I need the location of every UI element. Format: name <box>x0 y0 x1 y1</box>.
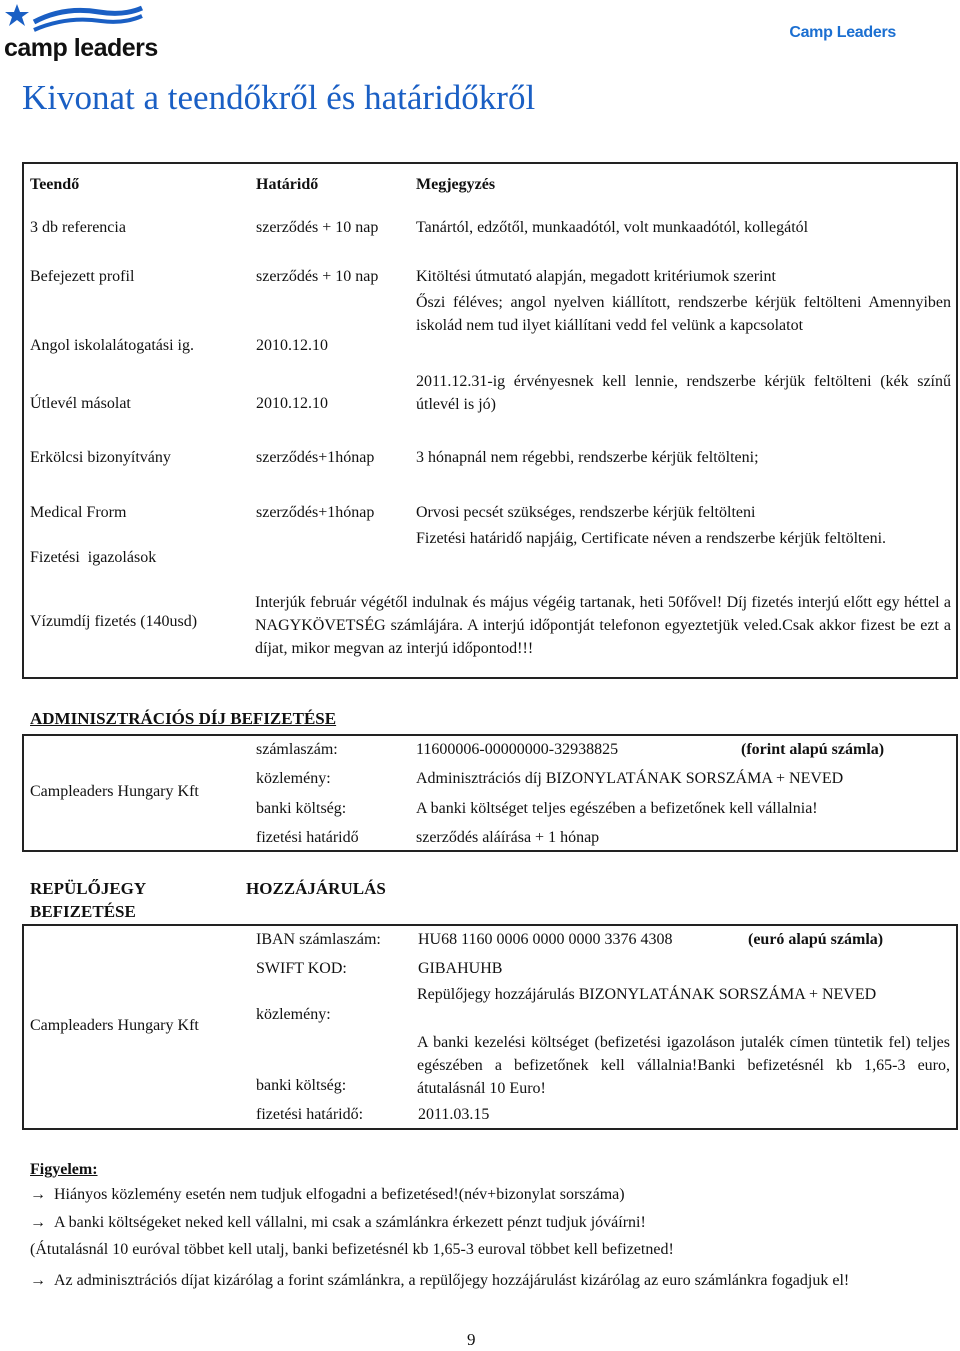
admin-reference-value: Adminisztrációs díj BIZONYLATÁNAK SORSZÁMA + NEVED <box>416 770 844 787</box>
admin-deadline-value: szerződés aláírása + 1 hónap <box>416 829 600 846</box>
note-medical-form: Orvosi pecsét szükséges, rendszerbe kérjük feltölteni <box>416 504 756 521</box>
note-visa-fee: Interjúk február végétől indulnak és május végéig tartanak, heti 50fővel! Díj fizetés interjú előtt egy héttel a NAGYKÖVETSÉG számlájára. A interjú időpontját telefonon egyeztetjük veled.Csak akkor fizest be ezt a díjat, mikor megvan az interjú időpontod!!! <box>255 594 951 657</box>
note-profile: Kitöltési útmutató alapján, megadott kritériumok szerint <box>416 268 776 285</box>
logo-mark-icon <box>4 2 144 38</box>
deadline-profile: szerződés + 10 nap <box>256 268 379 285</box>
deadline-references: szerződés + 10 nap <box>256 219 379 236</box>
deadline-school-certificate: 2010.12.10 <box>256 337 328 354</box>
admin-account-value: 11600006-00000000-32938825 <box>416 741 619 758</box>
flight-deadline-value: 2011.03.15 <box>418 1106 490 1123</box>
arrow-right-icon: → <box>30 1186 46 1203</box>
iban-account-type: (euró alapú számla) <box>748 931 884 948</box>
flight-bank-fee-value: A banki kezelési költséget (befizetési igazoláson jutalék címen tüntetik fel) teljes egészében a befizetőnek kell vállalnia!Banki befizetésnél kb 1,65-3 euro, átutalásnál 10 Euro! <box>417 1034 950 1097</box>
notice-item-2 <box>30 1214 646 1232</box>
notice-item-3: (Átutalásnál 10 euróval többet kell utalj, banki befizetésnél kb 1,65-3 euroval többet kell befizetned! <box>30 1241 674 1258</box>
deadline-criminal-record: szerződés+1hónap <box>256 449 375 466</box>
logo-text: camp leaders <box>4 34 158 62</box>
task-profile: Befejezett profil <box>30 268 135 285</box>
swift-value: GIBAHUHB <box>418 960 503 977</box>
deadline-medical-form: szerződés+1hónap <box>256 504 375 521</box>
flight-heading-line2: BEFIZETÉSE <box>30 902 136 921</box>
admin-account-type: (forint alapú számla) <box>741 741 885 758</box>
notice-heading: Figyelem: <box>30 1161 98 1178</box>
task-passport: Útlevél másolat <box>30 395 131 412</box>
page-number: 9 <box>467 1330 476 1349</box>
notice-item-1 <box>30 1186 625 1204</box>
note-payment-proofs: Fizetési határidő napjáig, Certificate néven a rendszerbe kérjük feltölteni. <box>416 530 887 547</box>
task-school-certificate: Angol iskolalátogatási ig. <box>30 337 194 354</box>
note-criminal-record: 3 hónapnál nem régebbi, rendszerbe kérjük feltölteni; <box>416 449 759 466</box>
task-criminal-record: Erkölcsi bizonyítvány <box>30 449 171 466</box>
brand-name: Camp Leaders <box>789 24 896 41</box>
note-passport: 2011.12.31-ig érvényesnek kell lennie, rendszerbe kérjük feltölteni (kék színű útlevél is jó) <box>416 373 951 413</box>
arrow-right-icon: → <box>30 1214 46 1231</box>
column-header-deadline: Határidő <box>256 176 319 193</box>
flight-reference-value: Repülőjegy hozzájárulás BIZONYLATÁNAK SORSZÁMA + NEVED <box>417 986 877 1003</box>
iban-value: HU68 1160 0006 0000 0000 3376 4308 <box>418 931 673 948</box>
task-references: 3 db referencia <box>30 219 126 236</box>
iban-label: IBAN számlaszám: <box>256 931 381 948</box>
admin-bank-fee-value: A banki költséget teljes egészében a befizetőnek kell vállalnia! <box>416 800 818 817</box>
admin-bank-fee-label: banki költség: <box>256 800 347 817</box>
notice-item-2-text: A banki költségeket neked kell vállalni, mi csak a számlánkra érkezett pénzt tudjuk jóváírni! <box>54 1214 646 1231</box>
page-title: Kivonat a teendőkről és határidőkről <box>22 78 536 117</box>
task-medical-form: Medical Frorm <box>30 504 127 521</box>
column-header-task: Teendő <box>30 176 80 193</box>
arrow-right-icon: → <box>30 1272 46 1289</box>
swift-label: SWIFT KOD: <box>256 960 347 977</box>
flight-company: Campleaders Hungary Kft <box>30 1017 199 1034</box>
task-visa-fee: Vízumdíj fizetés (140usd) <box>30 613 198 630</box>
notice-item-1-text: Hiányos közlemény esetén nem tudjuk elfogadni a befizetésed!(név+bizonylat sorszáma) <box>54 1186 625 1203</box>
task-payment-proofs: Fizetési igazolások <box>30 549 157 566</box>
flight-heading-line1: REPÜLŐJEGY <box>30 879 147 898</box>
deadline-passport: 2010.12.10 <box>256 395 328 412</box>
admin-account-label: számlaszám: <box>256 741 338 758</box>
note-references: Tanártól, edzőtől, munkaadótól, volt munkaadótól, kollegától <box>416 219 809 236</box>
admin-company: Campleaders Hungary Kft <box>30 783 199 800</box>
contribution-heading: HOZZÁJÁRULÁS <box>246 879 386 898</box>
column-header-note: Megjegyzés <box>416 176 496 193</box>
flight-reference-label: közlemény: <box>256 1006 331 1023</box>
note-school-certificate: Őszi féléves; angol nyelven kiállított, rendszerbe kérjük feltölteni Amennyiben iskolád nem tud ilyet kiállítani vedd fel velünk a kapcsolatot <box>416 294 951 334</box>
flight-deadline-label: fizetési határidő: <box>256 1106 364 1123</box>
notice-item-4-text: Az adminisztrációs díjat kizárólag a forint számlánkra, a repülőjegy hozzájárulást kizárólag az euro számlánkra fogadjuk el! <box>54 1272 850 1289</box>
admin-reference-label: közlemény: <box>256 770 331 787</box>
flight-bank-fee-label: banki költség: <box>256 1077 347 1094</box>
notice-item-4 <box>30 1269 950 1292</box>
admin-fee-heading: ADMINISZTRÁCIÓS DÍJ BEFIZETÉSE <box>30 709 337 728</box>
admin-deadline-label: fizetési határidő <box>256 829 359 846</box>
